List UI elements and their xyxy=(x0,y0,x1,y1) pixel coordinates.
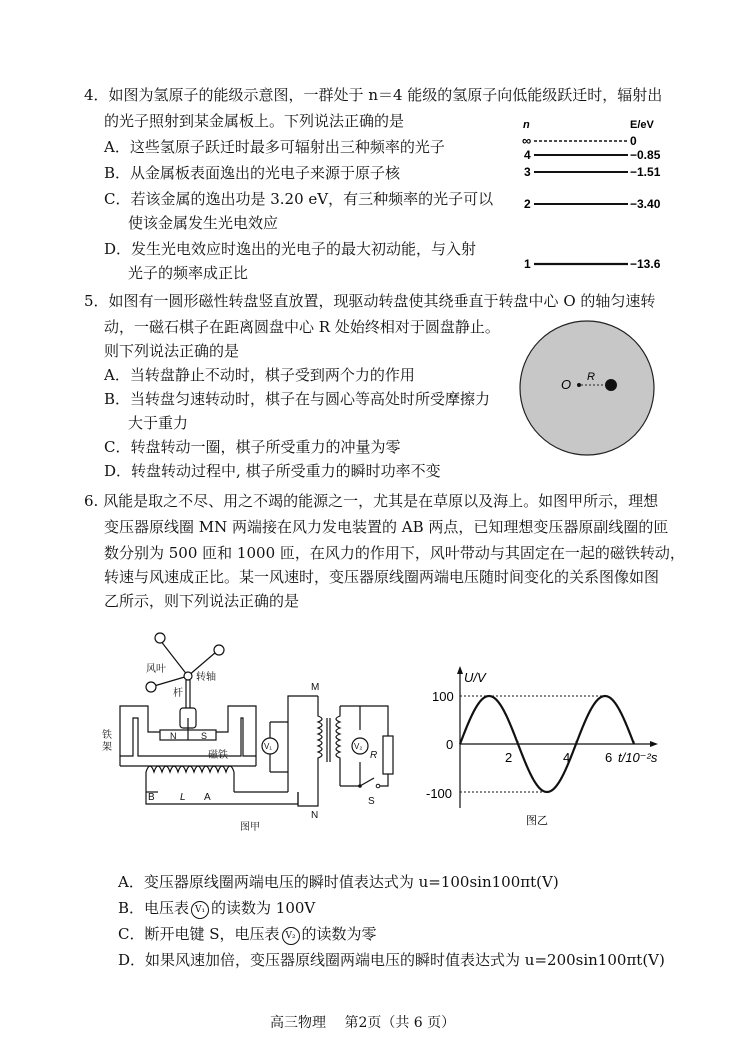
label-point-a: A xyxy=(204,792,211,803)
q6-stem-line3: 数分别为 500 匝和 1000 匝，在风力的作用下，风叶带动与其固定在一起的磁铁转动， xyxy=(104,544,685,562)
label-v2: V₂ xyxy=(354,742,363,751)
q5-option-b-line1: B．当转盘匀速转动时，棋子在与圆心等高处时所受摩擦力 xyxy=(104,390,491,408)
q6-option-c-prefix: C．断开电键 S，电压表 xyxy=(118,925,280,943)
voltage-chart xyxy=(418,660,678,832)
q6-stem-line2: 变压器原线圈 MN 两端接在风力发电装置的 AB 两点，已知理想变压器原副线圈的匝 xyxy=(104,518,669,536)
x-tick-6: 6 xyxy=(605,750,613,765)
y-tick-0: 0 xyxy=(446,737,454,752)
energy-level-diagram xyxy=(520,116,670,276)
secondary-coil xyxy=(336,706,340,786)
q6-option-a: A．变压器原线圈两端电压的瞬时值表达式为 u=100sin100πt(V) xyxy=(118,873,559,891)
turntable-radius-label: R xyxy=(587,371,595,383)
y-tick-100: 100 xyxy=(432,689,454,704)
q4-option-c-line2: 使该金属发生光电效应 xyxy=(128,214,279,232)
level-3-n: 3 xyxy=(524,165,531,179)
wire-sec-top xyxy=(340,706,388,736)
label-rod: 杆 xyxy=(173,688,183,699)
q5-stem-line1: 5．如图有一圆形磁性转盘竖直放置，现驱动转盘使其绕垂直于转盘中心 O 的轴匀速转 xyxy=(84,292,656,310)
switch-pivot xyxy=(358,784,362,788)
wire-bottom xyxy=(146,792,298,804)
x-axis-arrow xyxy=(650,741,658,747)
q6-option-b xyxy=(118,897,315,919)
blade-cup-1 xyxy=(155,633,165,643)
q6-option-c xyxy=(118,923,377,945)
x-axis-label: t/10⁻²s xyxy=(618,750,658,765)
level-e-header: E/eV xyxy=(630,119,654,131)
turntable-disk xyxy=(520,321,654,455)
label-frame-1: 铁 xyxy=(102,730,112,741)
q6-stem-line1: 6. 风能是取之不尽、用之不竭的能源之一，尤其是在草原以及海上。如图甲所示，理想 xyxy=(84,492,659,510)
label-point-b: B xyxy=(148,792,155,803)
label-coil-l: L xyxy=(180,792,186,803)
q4-option-d-line1: D．发生光电效应时逸出的光电子的最大初动能，与入射 xyxy=(104,240,477,258)
blade-arm-2 xyxy=(154,676,188,686)
q4-option-b: B．从金属板表面逸出的光电子来源于原子核 xyxy=(104,164,401,182)
level-1-e: −13.6 xyxy=(630,257,661,271)
figure-b-caption: 图乙 xyxy=(526,815,548,827)
q5-option-c: C．转盘转动一圈，棋子所受重力的冲量为零 xyxy=(104,438,401,456)
voltmeter-v2-symbol: V₂ xyxy=(282,927,300,945)
wind-generator-figure xyxy=(98,626,398,836)
magnet-piece xyxy=(605,379,617,391)
level-4-e: −0.85 xyxy=(630,148,661,162)
turntable-center-label: O xyxy=(561,377,572,392)
level-3-e: −1.51 xyxy=(630,165,661,179)
hub xyxy=(184,672,192,680)
label-resistor: R xyxy=(370,750,378,761)
q4-option-c-line1: C．若该金属的逸出功是 3.20 eV，有三种频率的光子可以 xyxy=(104,190,494,208)
y-axis-label: U/V xyxy=(464,670,486,685)
figure-a-caption: 图甲 xyxy=(240,822,260,833)
level-inf-n: ∞ xyxy=(522,133,532,148)
q5-option-a: A．当转盘静止不动时，棋子受到两个力的作用 xyxy=(104,366,415,384)
label-pole-s: S xyxy=(201,731,208,741)
coil-L xyxy=(146,766,234,772)
q6-option-b-suffix: 的读数为 100V xyxy=(211,899,316,917)
level-inf-e: 0 xyxy=(630,134,637,148)
label-magnet: 磁铁 xyxy=(208,750,228,761)
blade-cup-2 xyxy=(146,682,156,692)
label-v1: V₁ xyxy=(264,742,273,751)
label-shaft: 转轴 xyxy=(196,672,216,683)
switch-contact xyxy=(376,784,380,788)
q6-stem-line5: 乙所示，则下列说法正确的是 xyxy=(104,592,300,610)
switch-blade xyxy=(360,778,374,786)
resistor-R xyxy=(383,736,393,774)
q4-option-d-line2: 光子的频率成正比 xyxy=(128,264,249,282)
level-2-n: 2 xyxy=(524,197,531,211)
q5-option-b-line2: 大于重力 xyxy=(128,414,189,432)
q5-option-d: D．转盘转动过程中, 棋子所受重力的瞬时功率不变 xyxy=(104,462,441,480)
level-2-e: −3.40 xyxy=(630,197,661,211)
page-footer: 高三物理 第2页（共 6 页） xyxy=(270,1015,456,1031)
level-1-n: 1 xyxy=(524,257,531,271)
label-point-m: M xyxy=(311,682,320,693)
y-tick-neg100: -100 xyxy=(426,786,453,801)
wire-n-bottom xyxy=(298,786,318,806)
turntable-diagram xyxy=(517,318,657,458)
blade-cup-3 xyxy=(214,645,224,655)
label-blade: 风叶 xyxy=(146,664,166,675)
label-point-n: N xyxy=(311,810,319,821)
x-tick-4: 4 xyxy=(563,750,571,765)
primary-coil xyxy=(318,696,322,786)
level-n-header: n xyxy=(523,119,530,131)
q4-stem-line2: 的光子照射到某金属板上。下列说法正确的是 xyxy=(104,112,405,130)
label-frame-2: 架 xyxy=(102,742,112,753)
q4-stem-line1: 4．如图为氢原子的能级示意图，一群处于 n＝4 能级的氢原子向低能级跃迁时，辐射出 xyxy=(84,86,663,104)
q6-option-c-suffix: 的读数为零 xyxy=(301,925,377,943)
y-axis-arrow xyxy=(457,666,463,674)
q4-option-a: A．这些氢原子跃迁时最多可辐射出三种频率的光子 xyxy=(104,138,445,156)
level-4-n: 4 xyxy=(524,148,531,162)
wire-m-top xyxy=(288,696,318,792)
q6-option-d: D．如果风速加倍，变压器原线圈两端电压的瞬时值表达式为 u=200sin100πt(V) xyxy=(118,951,665,969)
wire-sec-right xyxy=(378,774,388,786)
q6-option-b-prefix: B．电压表 xyxy=(118,899,190,917)
q5-stem-line2: 动，一磁石棋子在距离圆盘中心 R 处始终相对于圆盘静止。 xyxy=(104,318,500,336)
q6-stem-line4: 转速与风速成正比。某一风速时，变压器原线圈两端电压随时间变化的关系图像如图 xyxy=(104,568,660,586)
label-switch: S xyxy=(368,796,375,807)
voltmeter-v1-symbol: V₁ xyxy=(191,901,209,919)
x-tick-2: 2 xyxy=(505,750,513,765)
q5-stem-line3: 则下列说法正确的是 xyxy=(104,342,240,360)
label-pole-n: N xyxy=(170,731,177,741)
turntable-center-dot xyxy=(577,383,581,387)
